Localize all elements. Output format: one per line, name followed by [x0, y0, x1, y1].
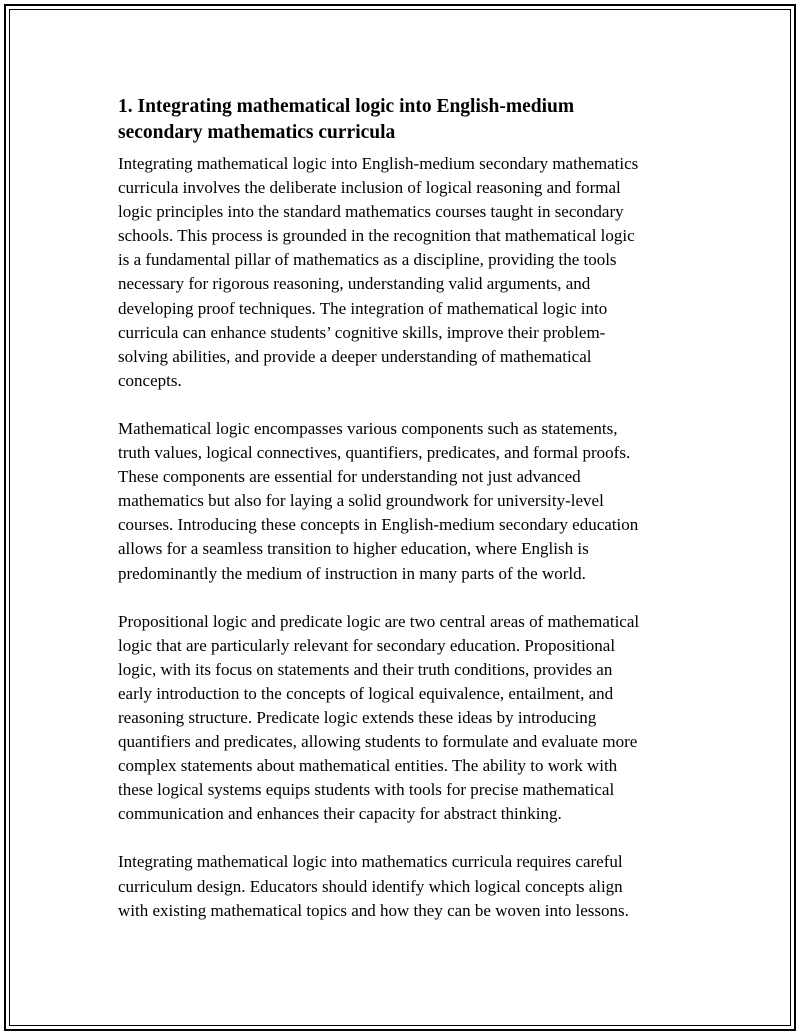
paragraph-4: Integrating mathematical logic into mathematics curricula requires careful curriculum design. Educators should identify which logical concepts align with existing mathematical topics and how they can be woven into lessons. [118, 852, 629, 920]
section-title: 1. Integrating mathematical logic into English-medium secondary mathematics curricula [118, 96, 575, 143]
paragraph-1: Integrating mathematical logic into English-medium secondary mathematics curricula involves the deliberate inclusion of logical reasoning and formal logic principles into the standard mathematics courses taught in secondary schools. This process is grounded in the recognition that mathematical logic is a fundamental pillar of mathematics as a discipline, providing the tools necessary for rigorous reasoning, understanding valid arguments, and developing proof techniques. The integration of mathematical logic into curricula can enhance students’ cognitive skills, improve their problem- solving abilities, and provide a deeper understanding of mathematical concepts. [118, 154, 639, 390]
paragraph-2: Mathematical logic encompasses various components such as statements, truth values, logical connectives, quantifiers, predicates, and formal proofs. These components are essential for understanding not just advanced mathematics but also for laying a solid groundwork for university-level courses. Introducing these concepts in English-medium secondary education allows for a seamless transition to higher education, where English is predominantly the medium of instruction in many parts of the world. [118, 418, 639, 583]
document-body [118, 94, 688, 923]
paragraph-3: Propositional logic and predicate logic are two central areas of mathematical logic that are particularly relevant for secondary education. Propositional logic, with its focus on statements and their truth conditions, provides an early introduction to the concepts of logical equivalence, entailment, and reasoning structure. Predicate logic extends these ideas by introducing quantifiers and predicates, allowing students to formulate and evaluate more complex statements about mathematical entities. The ability to work with these logical systems equips students with tools for precise mathematical communication and enhances their capacity for abstract thinking. [118, 611, 640, 824]
